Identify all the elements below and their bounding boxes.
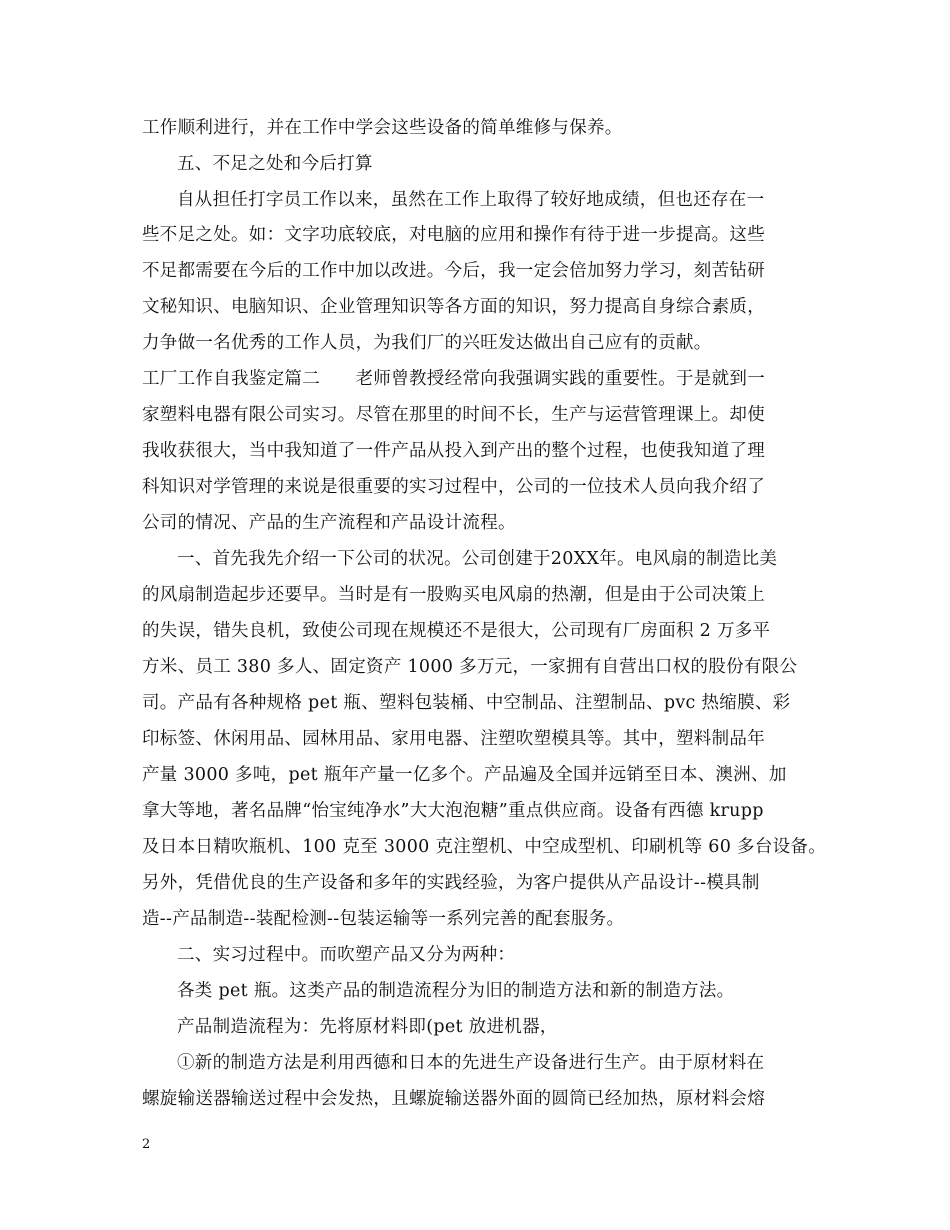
text-line: 印标签、休闲用品、园林用品、家用电器、注塑吹塑模具等。其中，塑料制品年 [142, 729, 765, 749]
text-line: 的风扇制造起步还要早。当时是有一股购买电风扇的热潮，但是由于公司决策上 [142, 585, 765, 605]
text-line: 工作顺利进行，并在工作中学会这些设备的简单维修与保养。 [142, 118, 623, 138]
text-line: 工厂工作自我鉴定篇二 老师曾教授经常向我强调实践的重要性。于是就到一 [142, 369, 765, 389]
text-line: 的失误，错失良机，致使公司现在规模还不是很大，公司现有厂房面积 2 万多平 [142, 621, 771, 641]
text-line: 各类 pet 瓶。这类产品的制造流程分为旧的制造方法和新的制造方法。 [177, 981, 735, 1001]
text-line: 及日本日精吹瓶机、100 克至 3000 克注塑机、中空成型机、印刷机等 60 多台设备。 [142, 837, 827, 857]
text-line: 螺旋输送器输送过程中会发热，且螺旋输送器外面的圆筒已经加热，原材料会熔 [142, 1089, 765, 1109]
text-line: 公司的情况、产品的生产流程和产品设计流程。 [142, 513, 516, 533]
text-line: 些不足之处。如：文字功底较底，对电脑的应用和操作有待于进一步提高。这些 [142, 225, 765, 245]
text-line: 自从担任打字员工作以来，虽然在工作上取得了较好地成绩，但也还存在一 [177, 190, 765, 210]
text-line: 科知识对学管理的来说是很重要的实习过程中，公司的一位技术人员向我介绍了 [142, 477, 765, 497]
section-heading: 五、不足之处和今后打算 [177, 154, 373, 174]
text-line: 文秘知识、电脑知识、企业管理知识等各方面的知识，努力提高自身综合素质， [142, 297, 765, 317]
section-heading: 二、实习过程中。而吹塑产品又分为两种： [177, 945, 516, 965]
text-line: 方米、员工 380 多人、固定资产 1000 多万元，一家拥有自营出口权的股份有限公 [142, 657, 798, 677]
text-line: 产品制造流程为：先将原材料即(pet 放进机器， [177, 1017, 558, 1037]
text-line: 一、首先我先介绍一下公司的状况。公司创建于20XX年。电风扇的制造比美 [177, 549, 778, 569]
page-number: 2 [142, 1137, 151, 1152]
text-line: 司。产品有各种规格 pet 瓶、塑料包装桶、中空制品、注塑制品、pvc 热缩膜、彩 [142, 693, 791, 713]
text-line: 另外，凭借优良的生产设备和多年的实践经验，为客户提供从产品设计--模具制 [142, 873, 760, 893]
text-line: ①新的制造方法是利用西德和日本的先进生产设备进行生产。由于原材料在 [177, 1053, 765, 1073]
text-line: 拿大等地，著名品牌“怡宝纯净水”大大泡泡糖”重点供应商。设备有西德 krupp [142, 801, 764, 821]
text-line: 家塑料电器有限公司实习。尽管在那里的时间不长，生产与运营管理课上。却使 [142, 405, 765, 425]
text-line: 不足都需要在今后的工作中加以改进。今后，我一定会倍加努力学习，刻苦钻研 [142, 261, 765, 281]
text-line: 力争做一名优秀的工作人员，为我们厂的兴旺发达做出自己应有的贡献。 [142, 333, 712, 353]
text-line: 产量 3000 多吨，pet 瓶年产量一亿多个。产品遍及全国并远销至日本、澳洲、加 [142, 765, 787, 785]
text-line: 造--产品制造--装配检测--包装运输等一系列完善的配套服务。 [142, 909, 625, 929]
text-line: 我收获很大，当中我知道了一件产品从投入到产出的整个过程，也使我知道了理 [142, 441, 765, 461]
